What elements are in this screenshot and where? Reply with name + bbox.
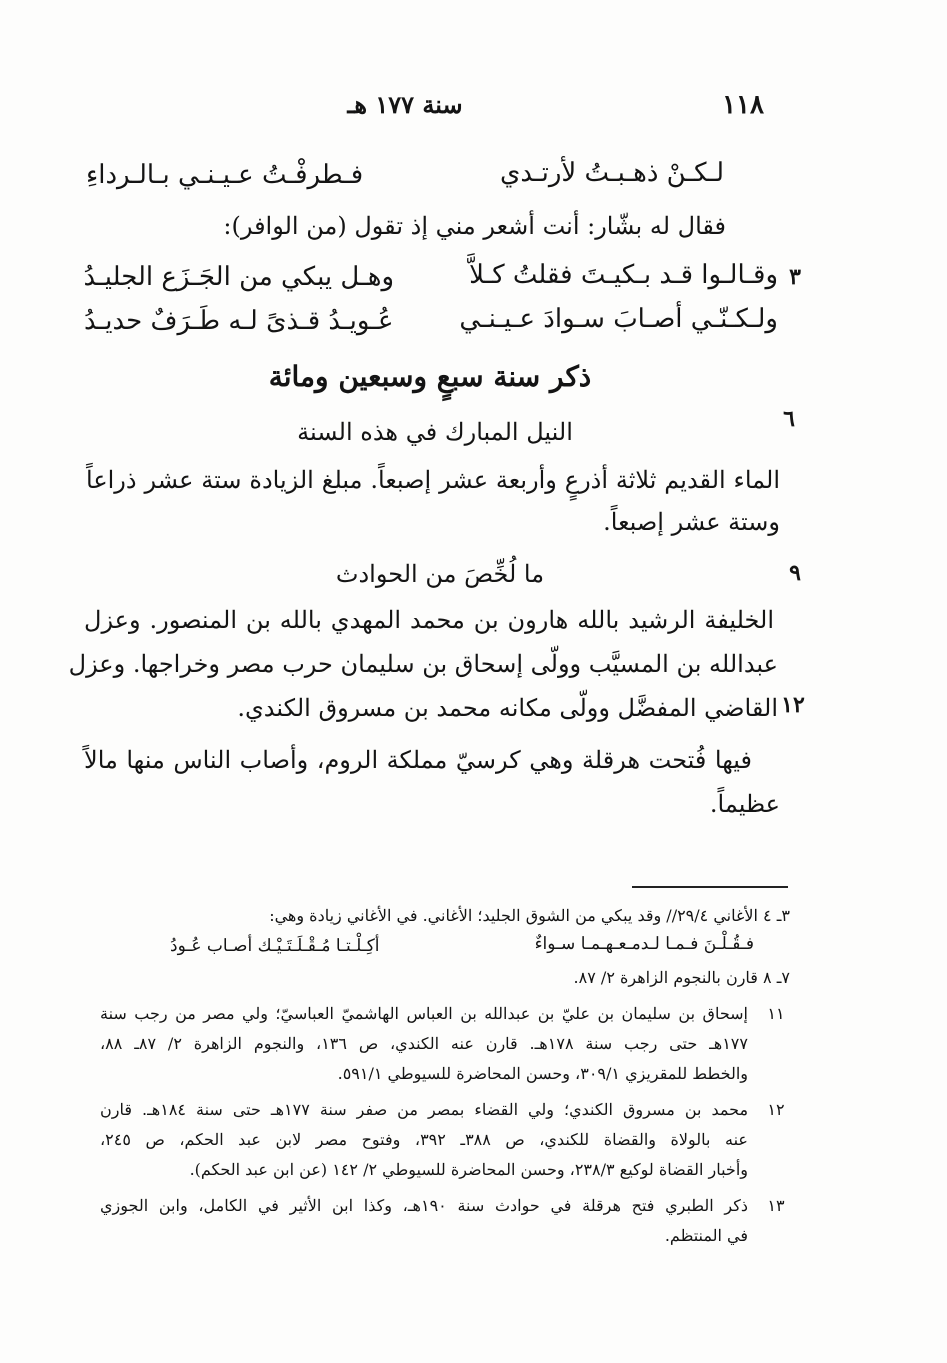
verse-top-left: فـطرفْـتُ عـيـنـي بـالـرداءِ <box>86 160 364 190</box>
footnote-11-line-1: إسحاق بن سليمان بن عليّ بن عبدالله بن العباس الهاشميّ العباسيّ؛ ولي مصر من رجب سنة <box>100 1004 748 1023</box>
footnote-12-line-2: عنه بالولاة والقضاة للكندي، ص ٣٨٨ـ ٣٩٢، وفتوح مصر لابن عبد الحكم، ص ٢٤٥، <box>100 1130 748 1149</box>
nile-heading: النيل المبارك في هذه السنة <box>297 418 573 446</box>
line-number-6: ٦ <box>783 406 795 432</box>
intro-line: فقال له بشّار: أنت أشعر مني إذ تقول (من الوافر): <box>223 212 726 240</box>
verse-top-right: لـكـنْ ذهـبـتُ لأرتـدي <box>500 158 724 188</box>
line-number-12: ١٢ <box>781 692 805 718</box>
footnote-13-number: ١٣ <box>767 1196 785 1215</box>
events-line-4: فيها فُتحت هرقلة وهي كرسيّ مملكة الروم، وأصاب الناس منها مالاً <box>84 746 752 774</box>
poem2-line2-right: ولـكـنّـي أصـابَ سـوادَ عـيـنـي <box>459 304 778 334</box>
events-line-1: الخليفة الرشيد بالله هارون بن محمد المهدي بالله بن المنصور. وعزل <box>84 606 774 634</box>
poem2-line2-left: عُـويـدُ قـذىً لـه طَـرَفٌ حديـدُ <box>84 306 394 336</box>
footnote-7-8: ٧ـ ٨ قارن بالنجوم الزاهرة ٢/ ٨٧. <box>573 968 790 987</box>
events-heading: ما لُخِّصَ من الحوادث <box>335 560 545 588</box>
events-line-2: عبدالله بن المسيَّب وولّى إسحاق بن سليمان حرب مصر وخراجها. وعزل <box>68 650 778 678</box>
footnote-13-line-1: ذكر الطبري فتح هرقلة في حوادث سنة ١٩٠هـ، وكذا ابن الأثير في الكامل، وابن الجوزي <box>100 1196 749 1215</box>
footnote-3-verse-left: أكِـلْـتـا مُـقْـلَـتَـيْـك أصـاب عُـودُ <box>170 936 380 956</box>
events-line-5: عظيماً. <box>709 790 780 818</box>
line-number-3: ٣ <box>789 264 801 290</box>
year-heading: ذكر سنة سبعٍ وسبعين ومائة <box>268 360 592 393</box>
footnote-13-line-2: في المنتظم. <box>664 1226 748 1245</box>
footnote-12-line-3: وأخبار القضاة لوكيع ٢٣٨/٣، وحسن المحاضرة للسيوطي ٢/ ١٤٢ (عن ابن عبد الحكم). <box>189 1160 748 1179</box>
footnote-3-4: ٣ـ ٤ الأغاني ٢٩/٤// وقد يبكي من الشوق الجليد؛ الأغاني. في الأغاني زيادة وهي: <box>269 906 790 925</box>
events-line-3: القاضي المفضَّل وولّى مكانه محمد بن مسروق الكندي. <box>237 694 778 722</box>
page-number: ١١٨ <box>722 90 764 120</box>
footnote-divider <box>632 886 788 888</box>
footnote-11-line-2: ١٧٧هـ حتى رجب سنة ١٧٨هـ. قارن عنه الكندي، ص ١٣٦، والنجوم الزاهرة ٢/ ٨٧ـ ٨٨، <box>100 1034 748 1053</box>
footnote-11-number: ١١ <box>767 1004 785 1023</box>
poem2-line1-left: وهـل يبكي من الجَـزَع الجليـدُ <box>83 262 394 292</box>
footnote-11-line-3: والخطط للمقريزي ٣٠٩/١، وحسن المحاضرة للسيوطي ٥٩١/١. <box>337 1064 748 1083</box>
footnote-12-number: ١٢ <box>767 1100 785 1119</box>
footnote-12-line-1: محمد بن مسروق الكندي؛ ولي القضاء بمصر من صفر سنة ١٧٧هـ حتى سنة ١٨٤هـ. قارن <box>100 1100 749 1119</box>
poem2-line1-right: وقـالـوا قـد بـكيـتَ فقلتُ كـلاَّ <box>469 260 778 290</box>
running-head: سنة ١٧٧ هـ <box>347 90 463 119</box>
nile-line-1: الماء القديم ثلاثة أذرعٍ وأربعة عشر إصبعاً. مبلغ الزيادة ستة عشر ذراعاً <box>86 466 780 494</box>
nile-line-2: وستة عشر إصبعاً. <box>603 508 780 536</box>
line-number-9: ٩ <box>789 560 801 586</box>
footnote-3-verse-right: فـقُـلْـنَ فـمـا لـدمـعـهـمـا سـواءٌ <box>534 934 754 954</box>
